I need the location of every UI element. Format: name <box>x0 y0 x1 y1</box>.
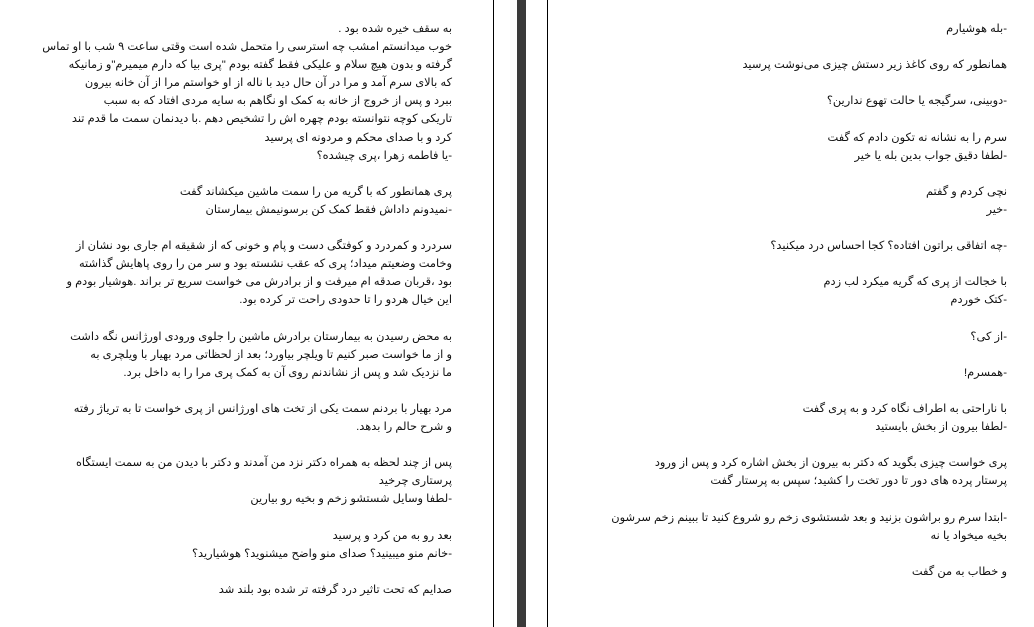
text-line <box>567 38 1007 56</box>
text-line: تاریکی کوچه نتوانسته بودم چهره اش را تشخیص دهم .با دیدنمان سمت ما قدم تند <box>71 113 452 126</box>
text-line: -خانم منو میبینید؟ صدای منو واضح میشنوید؟ هوشیارید؟ <box>191 547 452 560</box>
text-line: -خیر <box>986 203 1007 216</box>
text-line: به سقف خیره شده بود . <box>338 23 452 35</box>
text-line: پرستار پرده های دور تا دور تخت را کشید؛ سپس به پرستار گفت <box>710 475 1007 488</box>
text-line: -کتک خوردم <box>950 294 1007 307</box>
page-edge-left <box>493 0 494 627</box>
text-line <box>567 346 1007 364</box>
text-line: -لطفا وسایل شستشو زخم و بخیه رو بیارین <box>250 493 452 506</box>
text-line: نچی کردم و گفتم <box>925 185 1007 198</box>
text-line: پری خواست چیزی بگوید که دکتر به بیرون از بخش اشاره کرد و پس از ورود <box>654 457 1007 470</box>
right-page <box>548 0 1034 627</box>
text-line: ما نزدیک شد و پس از نشاندنم روی آن به کمک پری مرا را به داخل برد. <box>123 366 452 379</box>
text-line: -یا فاطمه زهرا ،پری چیشده؟ <box>316 149 452 162</box>
text-line: سرم را به نشانه نه تکون دادم که گفت <box>827 131 1007 144</box>
text-line: پری همانطور که با گریه من را سمت ماشین میکشاند گفت <box>179 185 452 198</box>
text-line <box>567 219 1007 237</box>
text-line <box>567 310 1007 328</box>
text-line: صدایم که تحت تاثیر درد گرفته تر شده بود بلند شد <box>218 583 452 596</box>
text-line: که بالای سرم آمد و مرا در آن حال دید با ناله از او خواستم مرا از آن خانه بیرون <box>84 77 452 90</box>
text-line: بعد رو به من کرد و پرسید <box>332 529 452 542</box>
text-line: بود ،قربان صدقه ام میرفت و از برادرش می خواست سریع تر براند .هوشیار بودم و <box>66 276 452 289</box>
text-line <box>32 310 452 328</box>
right-page-text <box>567 20 1007 581</box>
text-line: -دوبینی، سرگیجه یا حالت تهوع ندارین؟ <box>826 95 1007 108</box>
text-line: پرستاری چرخید <box>378 475 452 488</box>
text-line <box>32 165 452 183</box>
text-line: گرفته و بدون هیچ سلام و علیکی فقط گفته بودم "پری بیا که دارم میمیرم"و زمانیکه <box>68 59 452 72</box>
text-line <box>567 436 1007 454</box>
text-line <box>32 563 452 581</box>
text-line: بخیه میخواد یا نه <box>930 529 1007 542</box>
text-line: مرد بهیار با بردنم سمت یکی از تخت های اورژانس از پری خواست تا به تریاژ رفته <box>73 402 452 415</box>
text-line <box>567 382 1007 400</box>
text-line <box>32 382 452 400</box>
text-line <box>567 490 1007 508</box>
text-line: با ناراحتی به اطراف نگاه کرد و به پری گفت <box>802 402 1007 415</box>
text-line: سردرد و کمردرد و کوفتگی دست و پام و خونی که از شقیقه ام جاری بود نشان از <box>75 240 452 253</box>
text-line <box>567 165 1007 183</box>
text-line <box>32 436 452 454</box>
text-line: و خطاب به من گفت <box>911 565 1007 578</box>
text-line: -لطفا بیرون از بخش بایستید <box>875 421 1007 434</box>
text-line: و از ما خواست صبر کنیم تا ویلچر بیاورد؛ بعد از لحظاتی مرد بهیار با ویلچری به <box>90 348 452 361</box>
text-line <box>32 509 452 527</box>
text-line: و شرح حالم را بدهد. <box>356 421 452 434</box>
text-line: -لطفا دقیق جواب بدین بله یا خیر <box>854 149 1007 162</box>
text-line: -چه اتفاقی براتون افتاده؟ کجا احساس درد میکنید؟ <box>770 240 1007 253</box>
text-line: پس از چند لحظه به همراه دکتر نزد من آمدند و دکتر با دیدن من به سمت ایستگاه <box>75 457 452 470</box>
text-line <box>567 255 1007 273</box>
text-line: ببرد و پس از خروج از خانه به کمک او نگاهم به سایه مردی افتاد که به سبب <box>103 95 452 108</box>
text-line: -همسرم! <box>963 366 1007 379</box>
text-line: همانطور که روی کاغذ زیر دستش چیزی می‌نوشت پرسید <box>742 59 1007 72</box>
left-page-text <box>32 20 452 599</box>
text-line <box>567 74 1007 92</box>
text-line: این خیال هردو را تا حدودی راحت تر کرده بود. <box>239 294 452 307</box>
text-line: به محض رسیدن به بیمارستان برادرش ماشین را جلوی ورودی اورژانس نگه داشت <box>70 330 452 343</box>
text-line: خوب میدانستم امشب چه استرسی را متحمل شده است وقتی ساعت ۹ شب با او تماس <box>42 41 452 54</box>
page-gutter <box>517 0 526 627</box>
text-line <box>567 110 1007 128</box>
text-line: -از کی؟ <box>970 330 1007 343</box>
text-line <box>32 219 452 237</box>
text-line: -بله هوشیارم <box>946 23 1007 35</box>
text-line: کرد و با صدای محکم و مردونه ای پرسید <box>264 131 452 144</box>
text-line: وخامت وضعیتم میداد؛ پری که عقب نشسته بود و سر من را روی پاهایش گذاشته <box>78 258 452 271</box>
text-line: -ابتدا سرم رو براشون بزنید و بعد شستشوی زخم رو شروع کنید تا ببینم زخم سرشون <box>611 511 1007 524</box>
text-line: با خجالت از پری که گریه میکرد لب زدم <box>823 276 1007 289</box>
left-page <box>0 0 493 627</box>
text-line <box>567 545 1007 563</box>
text-line: -نمیدونم داداش فقط کمک کن برسونیمش بیمارستان <box>205 203 452 216</box>
